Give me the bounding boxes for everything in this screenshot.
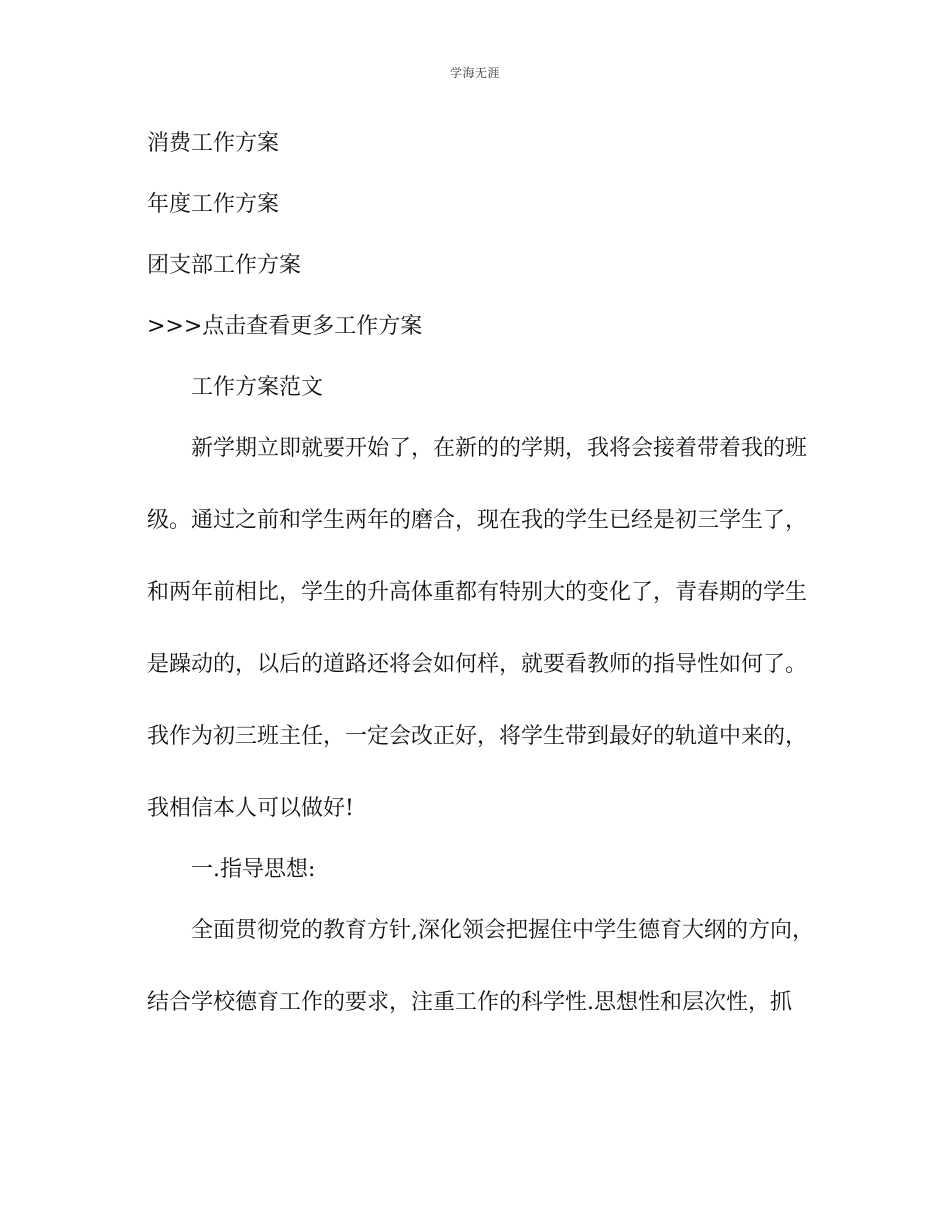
link-more-plans[interactable]: >>>点击查看更多工作方案 bbox=[147, 314, 423, 339]
paragraph-line: 和两年前相比，学生的升高体重都有特别大的变化了，青春期的学生 bbox=[147, 580, 808, 605]
document-body bbox=[147, 124, 817, 1055]
subheading-guiding-ideology: 一.指导思想: bbox=[191, 857, 316, 882]
paragraph-line: 是躁动的，以后的道路还将会如何样，就要看教师的指导性如何了。 bbox=[147, 652, 808, 677]
paragraph-line: 级。通过之前和学生两年的磨合，现在我的学生已经是初三学生了， bbox=[147, 508, 808, 533]
paragraph-line: 新学期立即就要开始了，在新的的学期，我将会接着带着我的班 bbox=[191, 436, 808, 461]
link-league-branch-plan[interactable]: 团支部工作方案 bbox=[147, 253, 302, 278]
paragraph-line: 全面贯彻党的教育方针,深化领会把握住中学生德育大纲的方向， bbox=[191, 918, 814, 943]
section-title: 工作方案范文 bbox=[191, 375, 324, 400]
link-annual-plan[interactable]: 年度工作方案 bbox=[147, 192, 280, 217]
page-header: 学海无涯 bbox=[449, 66, 500, 80]
link-consumption-plan[interactable]: 消费工作方案 bbox=[147, 131, 280, 156]
paragraph-line: 我作为初三班主任，一定会改正好，将学生带到最好的轨道中来的， bbox=[147, 724, 808, 749]
paragraph-line: 我相信本人可以做好! bbox=[147, 796, 354, 821]
paragraph-line: 结合学校德育工作的要求，注重工作的科学性.思想性和层次性，抓 bbox=[147, 990, 792, 1015]
